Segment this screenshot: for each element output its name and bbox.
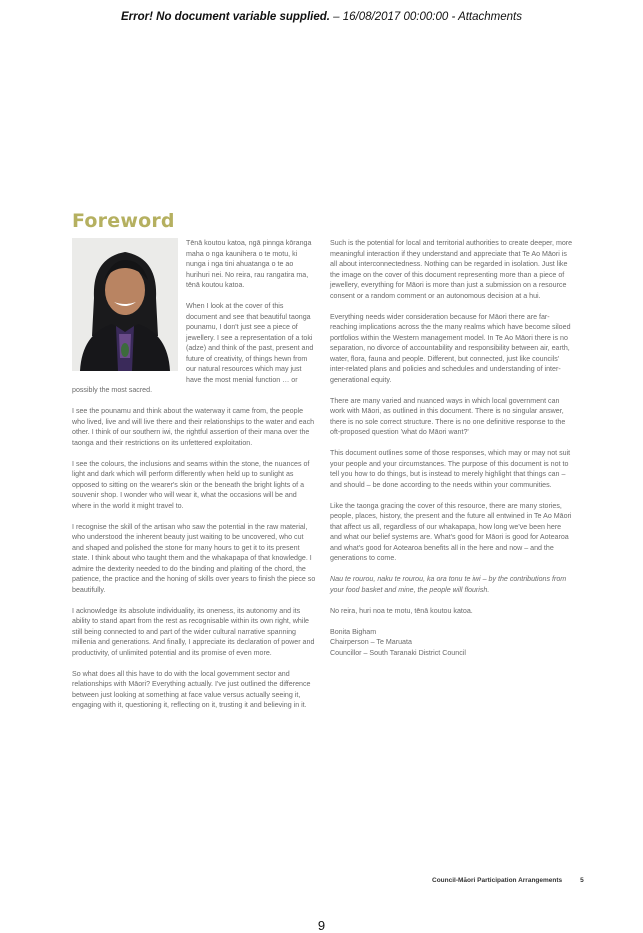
signature-role: Councillor – South Taranaki District Council (330, 648, 466, 657)
closing-line: No reira, huri noa te motu, tēnā koutou katoa. (330, 606, 473, 615)
photo-spacer (72, 238, 186, 378)
paragraph: Tēnā koutou katoa, ngā pinnga kōranga maha o nga kaunihera o te motu, ki nunga i nga tini ahuatanga o te ao hurihuri nei. No reira, rau rangatira ma, tēnā koutou katoa. (186, 239, 312, 289)
header-rest-text: – 16/08/2017 00:00:00 - Attachments (329, 11, 522, 23)
paragraph: I acknowledge its absolute individuality, its oneness, its autonomy and its ability to stand apart from the rest as recognisable within its own right, while still being connected to and part of the wider cultural narrative spanning millenia and generations. And finally, I appreciate its declaration of power and productivity, of unlimited potential and its promise of even more. (72, 606, 315, 657)
paragraph: This document outlines some of those responses, which may or may not suit your people and your circumstances. The purpose of this document is not to tell you how to do things, but is instead to merely highlight that things can – and should – be done according to the needs within your communities. (330, 449, 571, 489)
paragraph: I recognise the skill of the artisan who saw the potential in the raw material, who understood the inherent beauty just waiting to be uncovered, who cut and shaped and polished the stone for many hours to get it to its present state. I think about who taught them and the whakapapa of that knowledge. I admire the dexterity needed to do the binding and plaiting of the chord, the patience, the practice and the honing of skills over years to finish the piece so beautifully. (72, 522, 316, 594)
paragraph: There are many varied and nuanced ways in which local government can work with Māori, as outlined in this document. There is no singular answer, there is no sole correct structure. There is no one definitive response to the oft-proposed question 'what do Māori want?' (330, 396, 566, 436)
paragraph: Such is the potential for local and territorial authorities to create deeper, more meaningful interaction if they understand and appreciate that Te Ao Māori is all about interconnectedness. Nothing can be regarded in isolation. Just like the image on the cover of this document representing more than a piece of jewellery, everything for Māori is more than just a submission on a resource consent or a random comment or an autonomous decision at a hui. (330, 239, 573, 300)
proverb: Nau te rourou, naku te rourou, ka ora tonu te iwi – by the contributions from your food basket and mine, the people will flourish. (330, 575, 567, 594)
left-column (72, 238, 316, 721)
paragraph: Like the taonga gracing the cover of this resource, there are many stories, people, places, history, the present and the future all entwined in Te Ao Māori that affect us all, regardless of our whakapapa, how long we've been here and what our belief systems are. What's good for Māori is good for Aotearoa and what's good for Aotearoa benefits all in the here and now – and the generations to come. (330, 501, 572, 562)
paragraph: When I look at the cover of this document and see that beautiful taonga pounamu, I don't just see a piece of jewellery. I see a representation of a toki (adze) and think of the past, present and future of creativity, of things hewn from our natural resources which may just have the most menial function … or possibly the most sacred. (72, 302, 314, 394)
paragraph: So what does all this have to do with the local government sector and relationships with Māori? Everything actually. I've just outlined the difference between just looking at something at face value versus actually seeing it, engaging with it, questioning it, reflecting on it, trusting it and believing in it. (72, 669, 311, 709)
signature-role: Chairperson – Te Maruata (330, 638, 412, 646)
paragraph: I see the pounamu and think about the waterway it came from, the people who lived, live and will live there and their relationships to the water and each other. I think of our southern iwi, the rightful assertion of their mana over the taonga and their restrictions on its unfettered exploitation. (72, 407, 315, 447)
paragraph: Everything needs wider consideration because for Māori there are far-reaching implications across the the many realms which have become siloed portfolios within the Western management model. In Te Ao Māori there is no separation, no divorce of accountability and responsibility between air, earth, water, flora, fauna and people. Different, but connected, just like councils' inter-related plans and policies and schedules and understanding of inter-generational equity. (330, 312, 571, 384)
signature-name: Bonita Bigham (330, 627, 377, 636)
footer-doc-title: Council-Māori Participation Arrangements (432, 877, 563, 884)
signature-block (330, 627, 574, 659)
page-title: Foreword (72, 210, 175, 232)
page-number: 9 (317, 918, 326, 933)
paragraph: I see the colours, the inclusions and seams within the stone, the nuances of light and dark which will perform differently when held up to sunlight as opposed to sitting on the wearer's skin or the beneath the bright lights of a souvenir shop. I wonder who will wear it, what the occasions will be and where in the world it might travel to. (72, 459, 310, 510)
page-footer (432, 877, 584, 884)
header-error-text: Error! No document variable supplied. (121, 11, 330, 23)
footer-page-number: 5 (580, 877, 584, 884)
document-header (0, 11, 643, 23)
right-column (330, 238, 574, 658)
